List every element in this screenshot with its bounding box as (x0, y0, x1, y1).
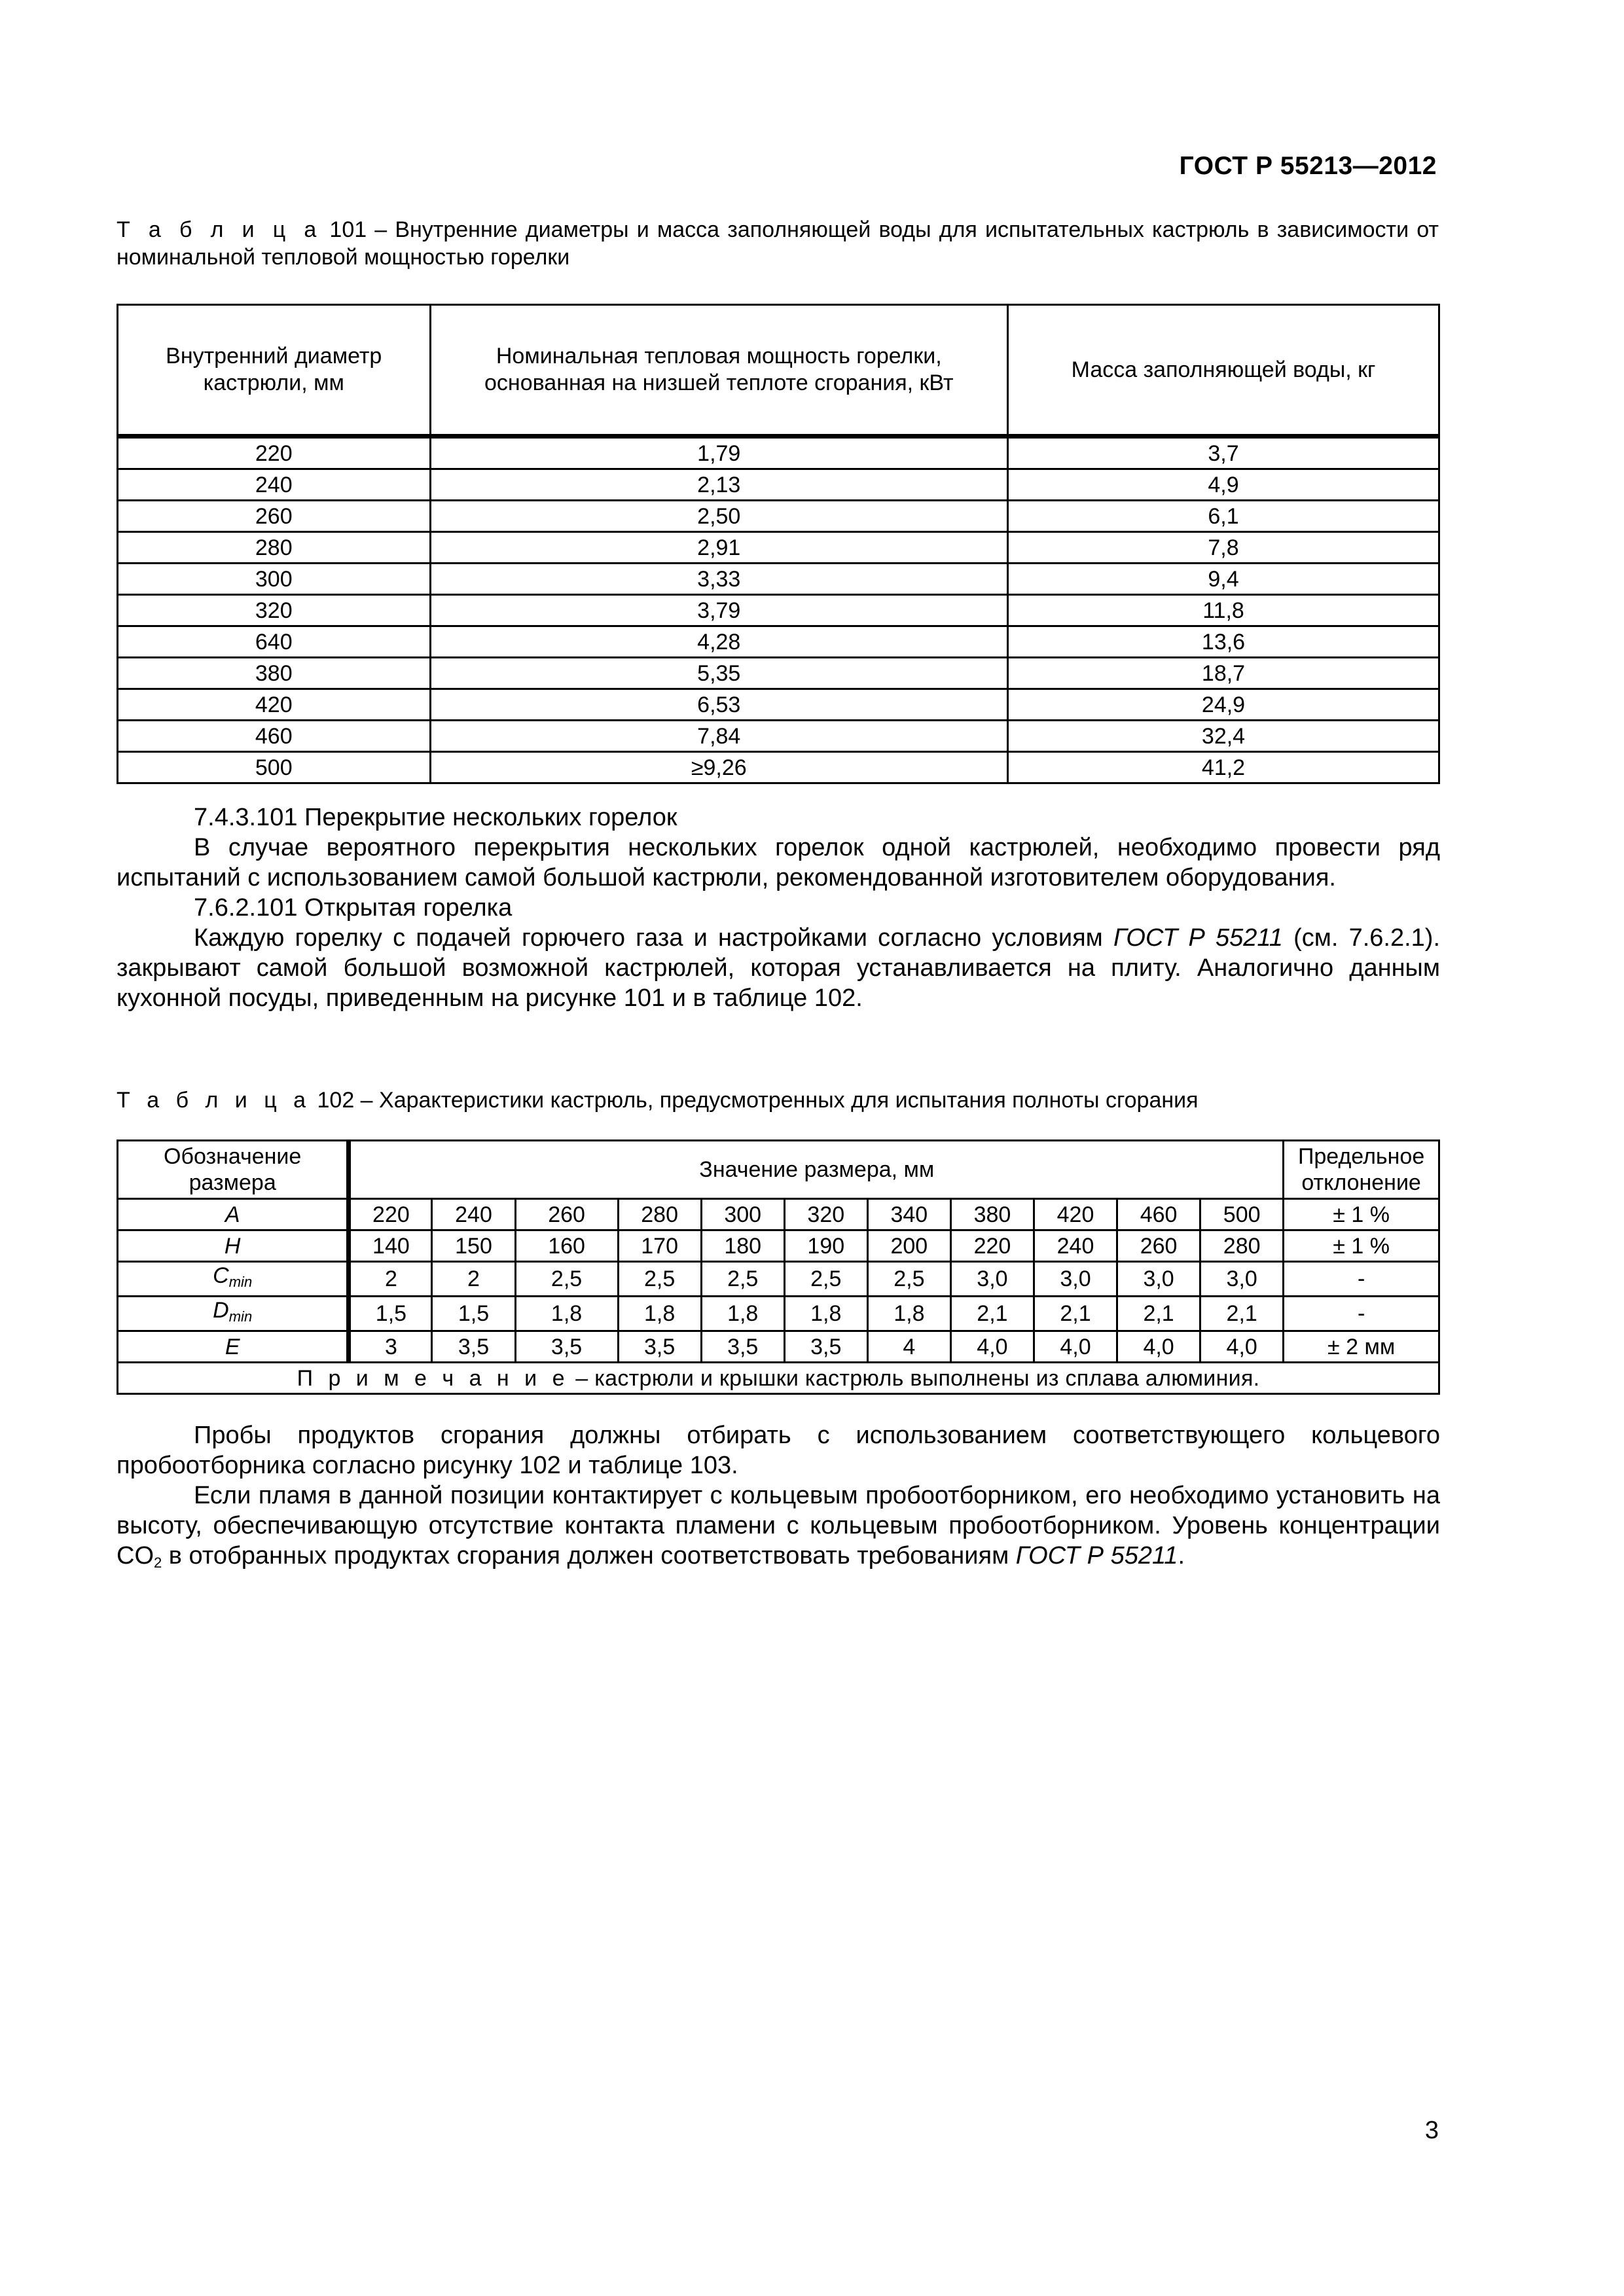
dimension-symbol-subscript: min (228, 1308, 253, 1325)
dimension-symbol (118, 1199, 349, 1230)
table-row (118, 1230, 1439, 1262)
table-cell: 500 (118, 752, 431, 783)
table-cell: 380 (118, 658, 431, 689)
table-cell: 2,1 (1034, 1297, 1117, 1331)
table-row (118, 437, 1439, 469)
tolerance-cell: ± 2 мм (1284, 1331, 1439, 1363)
table-cell: 260 (515, 1199, 618, 1230)
dimension-symbol (118, 1297, 349, 1331)
table-cell: 2,1 (1200, 1297, 1284, 1331)
table-cell: 1,5 (349, 1297, 432, 1331)
table101-col-water: Масса заполняющей воды, кг (1008, 305, 1439, 437)
table-cell: 460 (1117, 1199, 1200, 1230)
table102-header-row (118, 1141, 1439, 1199)
table-cell: 1,8 (701, 1297, 784, 1331)
section-open-text-start: Каждую горелку с подачей горючего газа и настройками согласно условиям (194, 924, 1103, 952)
table-cell: 24,9 (1008, 689, 1439, 721)
dimension-symbol (118, 1230, 349, 1262)
table-cell: 460 (118, 721, 431, 752)
tolerance-cell: - (1284, 1262, 1439, 1297)
table-cell: 140 (349, 1230, 432, 1262)
table-cell: 150 (432, 1230, 515, 1262)
table-row (118, 1262, 1439, 1297)
table-cell: 2,1 (950, 1297, 1034, 1331)
dimension-symbol (118, 1331, 349, 1363)
table-cell: 32,4 (1008, 721, 1439, 752)
table-row (118, 595, 1439, 626)
table-cell: 7,8 (1008, 532, 1439, 564)
closing-text (117, 1420, 1440, 1578)
table-cell: 300 (118, 564, 431, 595)
table102-caption-text: 102 – Характеристики кастрюль, предусмотренных для испытания полноты сгорания (317, 1088, 1199, 1113)
table-cell: 500 (1200, 1199, 1284, 1230)
table-cell: 2,5 (867, 1262, 950, 1297)
body-sections (117, 802, 1440, 1013)
table-cell: 420 (118, 689, 431, 721)
table-cell: 1,8 (784, 1297, 867, 1331)
table-cell: 4,0 (1200, 1331, 1284, 1363)
table-cell: 3,5 (515, 1331, 618, 1363)
table-cell: 2,5 (618, 1262, 701, 1297)
gost-reference: ГОСТ Р 55211 (1113, 924, 1283, 952)
table-row (118, 658, 1439, 689)
closing-paragraph-2 (117, 1480, 1440, 1578)
table102-col-values: Значение размера, мм (349, 1141, 1284, 1199)
table-cell: 190 (784, 1230, 867, 1262)
table-row (118, 721, 1439, 752)
tolerance-cell: - (1284, 1297, 1439, 1331)
table-cell: 220 (349, 1199, 432, 1230)
note-label: П р и м е ч а н и е (297, 1365, 569, 1391)
tolerance-cell: ± 1 % (1284, 1199, 1439, 1230)
table102-caption (117, 1086, 1439, 1114)
dimension-symbol-letter: E (225, 1334, 240, 1359)
table-cell: 340 (867, 1199, 950, 1230)
table-cell: 170 (618, 1230, 701, 1262)
table101-col-diameter: Внутренний диаметр кастрюли, мм (118, 305, 431, 437)
table101-body (118, 437, 1439, 783)
table-cell: 3,33 (430, 564, 1008, 595)
table-cell: 260 (1117, 1230, 1200, 1262)
table-cell: 3,0 (950, 1262, 1034, 1297)
section-overlap-heading: 7.4.3.101 Перекрытие нескольких горелок (194, 804, 677, 831)
closing-paragraph-2-end: . (1178, 1542, 1185, 1570)
table102-caption-label: Т а б л и ц а (117, 1088, 312, 1113)
table-cell: 1,79 (430, 437, 1008, 469)
dimension-symbol (118, 1262, 349, 1297)
closing-paragraph-2-start: Если пламя в данной позиции контактирует с кольцевым пробоотборником, его необходимо установить на высоту, обеспечивающую отсутствие контакта пламени с кольцевым пробоотборником. Уровень концентрации CO (117, 1482, 1440, 1570)
table-cell: 2,5 (701, 1262, 784, 1297)
table-cell: 3,7 (1008, 437, 1439, 469)
table-cell: 4 (867, 1331, 950, 1363)
table-cell: 11,8 (1008, 595, 1439, 626)
dimension-symbol-letter: H (224, 1233, 241, 1259)
table-row (118, 501, 1439, 532)
table-cell: 5,35 (430, 658, 1008, 689)
table-cell: 240 (1034, 1230, 1117, 1262)
table-cell: 320 (118, 595, 431, 626)
table-cell: ≥9,26 (430, 752, 1008, 783)
table-cell: 2,1 (1117, 1297, 1200, 1331)
table102-col-tolerance: Предельное отклонение (1284, 1141, 1439, 1199)
co2-subscript: 2 (154, 1554, 162, 1571)
table-cell: 41,2 (1008, 752, 1439, 783)
table-cell: 220 (950, 1230, 1034, 1262)
table-cell: 3 (349, 1331, 432, 1363)
table-cell: 9,4 (1008, 564, 1439, 595)
table-cell: 3,5 (432, 1331, 515, 1363)
table-cell: 4,28 (430, 626, 1008, 658)
table-102 (117, 1139, 1440, 1395)
table-cell: 6,1 (1008, 501, 1439, 532)
table-cell: 160 (515, 1230, 618, 1262)
table-cell: 18,7 (1008, 658, 1439, 689)
table-cell: 2,50 (430, 501, 1008, 532)
table-cell: 13,6 (1008, 626, 1439, 658)
table-cell: 240 (432, 1199, 515, 1230)
table-cell: 2 (349, 1262, 432, 1297)
page-number: 3 (1424, 2117, 1439, 2144)
table-row (118, 626, 1439, 658)
table-cell: 3,5 (618, 1331, 701, 1363)
table-row (118, 1297, 1439, 1331)
table102-note-row (118, 1363, 1439, 1394)
table-cell: 300 (701, 1199, 784, 1230)
table-cell: 6,53 (430, 689, 1008, 721)
table-row (118, 532, 1439, 564)
table-row (118, 752, 1439, 783)
table-cell: 3,0 (1034, 1262, 1117, 1297)
dimension-symbol-letter: C (213, 1263, 229, 1288)
table-cell: 3,0 (1117, 1262, 1200, 1297)
table-cell: 200 (867, 1230, 950, 1262)
table101-header-row (118, 305, 1439, 437)
table-cell: 2,91 (430, 532, 1008, 564)
table-cell: 260 (118, 501, 431, 532)
table-cell: 280 (118, 532, 431, 564)
dimension-symbol-letter: A (225, 1202, 240, 1227)
table101-caption (117, 216, 1439, 271)
table-row (118, 1331, 1439, 1363)
table-row (118, 689, 1439, 721)
table-row (118, 564, 1439, 595)
closing-paragraph-2-mid: в отобранных продуктах сгорания должен соответствовать требованиям (162, 1542, 1009, 1570)
table-cell: 2,5 (784, 1262, 867, 1297)
table102-note (118, 1363, 1439, 1394)
table-cell: 220 (118, 437, 431, 469)
table-cell: 380 (950, 1199, 1034, 1230)
table-cell: 3,0 (1200, 1262, 1284, 1297)
tolerance-cell: ± 1 % (1284, 1230, 1439, 1262)
table-cell: 4,9 (1008, 469, 1439, 501)
table-cell: 1,5 (432, 1297, 515, 1331)
table-row (118, 469, 1439, 501)
table-cell: 1,8 (867, 1297, 950, 1331)
table-cell: 3,79 (430, 595, 1008, 626)
closing-paragraph-1: Пробы продуктов сгорания должны отбирать с использованием соответствующего кольцевого пробоотборника согласно рисунку 102 и таблице 103. (117, 1422, 1440, 1479)
table-cell: 2,13 (430, 469, 1008, 501)
table-cell: 2 (432, 1262, 515, 1297)
table-cell: 4,0 (950, 1331, 1034, 1363)
table101-caption-text: 101 – Внутренние диаметры и масса заполняющей воды для испытательных кастрюль в зависимости от номинальной тепловой мощностью горелки (117, 217, 1439, 270)
gost-reference-2: ГОСТ Р 55211 (1015, 1542, 1178, 1570)
table-cell: 320 (784, 1199, 867, 1230)
table-cell: 7,84 (430, 721, 1008, 752)
table-cell: 280 (618, 1199, 701, 1230)
table-cell: 180 (701, 1230, 784, 1262)
table-cell: 4,0 (1034, 1331, 1117, 1363)
table102-body (118, 1141, 1439, 1394)
note-text: – кастрюли и крышки кастрюль выполнены из сплава алюминия. (569, 1365, 1260, 1391)
table-101 (117, 304, 1440, 784)
table-cell: 3,5 (784, 1331, 867, 1363)
table-cell: 1,8 (618, 1297, 701, 1331)
section-open-text-end: (см. 7.6.2.1). закрывают самой большой возможной кастрюлей, которая устанавливается на плиту. Аналогично данным кухонной посуды, приведенным на рисунке 101 и в таблице 102. (117, 924, 1441, 1012)
dimension-symbol-letter: D (213, 1298, 229, 1323)
table-cell: 280 (1200, 1230, 1284, 1262)
table102-col-designation: Обозначение размера (118, 1141, 349, 1199)
table-cell: 2,5 (515, 1262, 618, 1297)
table-cell: 240 (118, 469, 431, 501)
standard-designation: ГОСТ Р 55213—2012 (1179, 152, 1437, 180)
table-cell: 3,5 (701, 1331, 784, 1363)
table-cell: 420 (1034, 1199, 1117, 1230)
section-overlap-text: В случае вероятного перекрытия нескольких горелок одной кастрюлей, необходимо провести ряд испытаний с использованием самой большой кастрюли, рекомендованной изготовителем оборудования. (117, 834, 1440, 891)
table101-caption-label: Т а б л и ц а (117, 217, 322, 242)
section-open-heading: 7.6.2.101 Открытая горелка (194, 894, 513, 922)
dimension-symbol-subscript: min (228, 1274, 253, 1290)
table-cell: 640 (118, 626, 431, 658)
table-row (118, 1199, 1439, 1230)
table101-col-power: Номинальная тепловая мощность горелки, основанная на низшей теплоте сгорания, кВт (430, 305, 1008, 437)
table-cell: 4,0 (1117, 1331, 1200, 1363)
section-open-text (117, 923, 1440, 1013)
table-cell: 1,8 (515, 1297, 618, 1331)
